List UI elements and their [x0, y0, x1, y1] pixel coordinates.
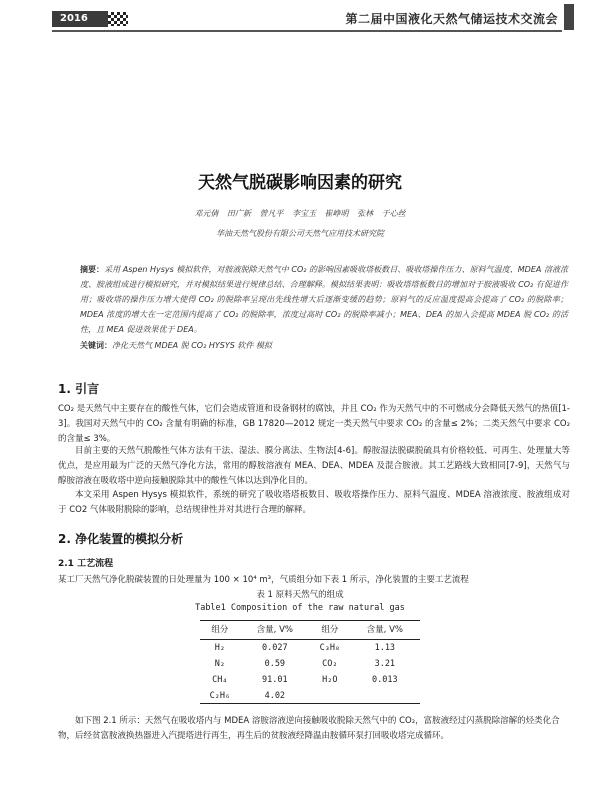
table-cell: H₂ [214, 643, 225, 654]
table-cell: 1.13 [374, 643, 396, 654]
table-caption-cn: 表 1 原料天然气的组成 [256, 590, 344, 600]
checker-ornament-icon [108, 12, 128, 26]
table-cell: C₃H₈ [319, 643, 341, 654]
author-affiliation: 华油天然气股份有限公司天然气应用技术研究院 [216, 229, 384, 238]
table-cell: 3.21 [374, 659, 396, 669]
table-row [200, 688, 420, 704]
table-row [200, 672, 420, 688]
table-header-cell: 组分 [200, 621, 240, 640]
abstract-text: 采用 Aspen Hysys 模拟软件，对胺液脱除天然气中 CO₂ 的影响因素吸收塔板数目、吸收塔操作压力、原料气温度、MDEA 溶液浓度、胺液组成进行模拟研究，并对模拟结果进行规律总结、合理解释。模拟结果表明：吸收塔塔板数目的增加对于胺液吸收 CO₂ 有促进作用；吸收塔的操作压力增大使得 CO₂ 的脱除率呈现出先线性增大后逐渐变缓的趋势；原料气的反应温度提高会提高了 CO₂ 的脱除率；MDEA 浓度的增大在一定范围内提高了 CO₂ 的脱除率，浓度过高时 CO₂ 的脱除率减小；MEA、DEA 的加入会提高 MDEA 脱 CO₂ 的活性，且 MEA 促进效果优于 DEA。 [80, 265, 569, 334]
keywords-text: 净化天然气 MDEA 脱 CO₂ HYSYS 软件 模拟 [112, 341, 272, 350]
table-header-row [200, 621, 420, 640]
section-heading-simulation: 2. 净化装置的模拟分析 [58, 532, 184, 546]
table-cell: 0.59 [264, 659, 286, 669]
keywords-label: 关键词： [80, 341, 112, 350]
conference-title: 第二届中国液化天然气储运技术交流会 [345, 12, 558, 26]
table-cell: 0.027 [262, 643, 288, 654]
abstract-label: 摘要： [80, 265, 105, 274]
header-divider [52, 30, 562, 32]
table-cell [350, 688, 420, 704]
subsection-heading-process: 2.1 工艺流程 [58, 559, 114, 569]
table-cell: C₂H₆ [200, 688, 240, 704]
table-header-cell: 组分 [310, 621, 350, 640]
process-paragraph: 某工厂天然气净化脱碳装置的日处理量为 100 × 10⁴ m³，气质组分如下表 1 所示，净化装置的主要工艺流程 [58, 575, 469, 585]
table-row [200, 640, 420, 656]
abstract [80, 262, 568, 337]
gas-composition-table [200, 620, 420, 704]
paper-title: 天然气脱碳影响因素的研究 [198, 173, 402, 193]
table-cell: 91.01 [262, 675, 288, 685]
year-badge: 2016 [52, 11, 108, 27]
table-header-cell: 含量, V% [240, 621, 310, 640]
running-header [52, 8, 572, 30]
table-caption-en: Table1 Composition of the raw natural gas [195, 603, 405, 613]
table-cell: N₂ [214, 659, 225, 669]
table-cell: CH₄ [212, 675, 228, 685]
header-corner-mark [564, 4, 574, 30]
table-cell: 0.013 [372, 675, 398, 685]
process-description-paragraph: 如下图 2.1 所示：天然气在吸收塔内与 MDEA 溶胺溶液逆向接触吸收脱除天然气中的 CO₂，富胺液经过闪蒸脱除溶解的烃类化合物，后经贫富胺液换热器进入汽提塔进行再生，再生后的贫胺液经降温由胺循环泵打回吸收塔完成循环。 [58, 716, 560, 741]
intro-paragraph-1: CO₂ 是天然气中主要存在的酸性气体，它们会造成管道和设备钢材的腐蚀，并且 CO₂ 作为天然气中的不可燃成分会降低天然气的热值[1-3]。我国对天然气中的 CO₂ 含量有明确的标准，GB 17820—2012 规定一类天然气中要求 CO₂ 的含量≤ 2%；二类天然气中要求 CO₂ 的含量≤ 3%。 [58, 404, 570, 444]
keywords [80, 340, 568, 351]
table-cell: H₂O [322, 675, 338, 685]
intro-paragraph-2: 目前主要的天然气脱酸性气体方法有干法、湿法、膜分离法、生物法[4-6]。醇胺湿法脱碳脱硫具有价格较低、可再生、处理量大等优点，是应用最为广泛的天然气净化方法，常用的醇胺溶液有 MEA、DEA、MDEA 及混合胺液。其工艺路线大致相同[7-9]，天然气与醇胺溶液在吸收塔中逆向接触脱除其中的酸性气体以达到净化目的。 [58, 446, 570, 486]
table-cell [310, 688, 350, 704]
table-row [200, 656, 420, 672]
section-heading-introduction: 1. 引言 [58, 382, 100, 396]
table-cell: CO₂ [322, 659, 338, 669]
intro-paragraph-3: 本文采用 Aspen Hysys 模拟软件，系统的研究了吸收塔塔板数目、吸收塔操作压力、原料气温度、MDEA 溶液浓度、胺液组成对于 CO2 气体吸附脱除的影响，总结规律性并对其进行合理的解释。 [58, 490, 570, 515]
author-list: 邓元倩 田广新 曾凡平 李宝玉 崔峥明 张林 于心丝 [194, 209, 406, 218]
table-cell: 4.02 [240, 688, 310, 704]
table-header-cell: 含量, V% [350, 621, 420, 640]
